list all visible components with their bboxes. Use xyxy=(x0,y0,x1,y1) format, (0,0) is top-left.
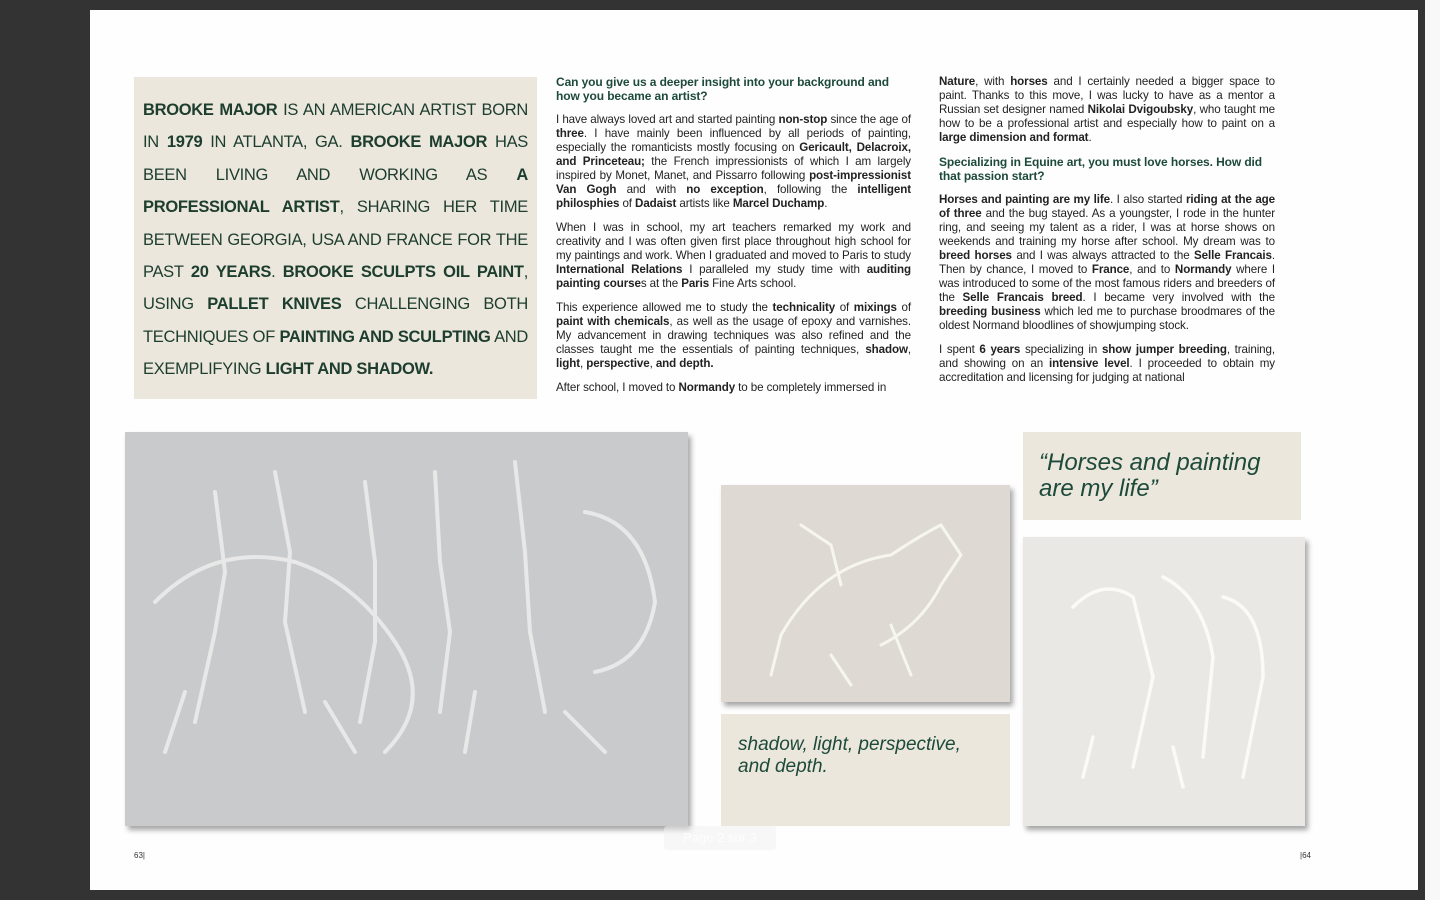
text-run: I have always loved art and started painting xyxy=(556,113,779,126)
article-paragraph xyxy=(939,343,1275,385)
bold-text-run: riding at the age of three xyxy=(939,193,1276,220)
bold-text-run: auditing painting course xyxy=(556,263,911,290)
article-column-1 xyxy=(556,75,911,405)
bold-text-run: no exception xyxy=(686,183,764,196)
text-run: the French impressionists of which I am largely inspired by Monet, Manet, and Pissarro following xyxy=(556,155,911,182)
painting-polo-rider xyxy=(721,485,1010,702)
bold-text-run: breed horses xyxy=(939,249,1012,262)
question-heading: Specializing in Equine art, you must love horses. How did that passion start? xyxy=(939,155,1263,183)
bold-text-run: PAINTING AND SCULPTING xyxy=(279,327,491,346)
text-run: . I have mainly been influenced by all periods of painting, especially the romanticists mostly focusing on xyxy=(556,127,911,154)
intro-box xyxy=(134,77,537,399)
bold-text-run: 6 years xyxy=(979,343,1021,356)
bold-text-run: A PROFESSIONAL ARTIST xyxy=(143,165,528,217)
text-run: , following the xyxy=(763,183,858,196)
bold-text-run: Horses and painting are my life xyxy=(939,193,1110,206)
text-run: . Then by chance, I moved to xyxy=(939,249,1275,276)
article-paragraph xyxy=(556,113,911,211)
bold-text-run: intensive level xyxy=(1048,357,1130,370)
text-run: . I became very involved with the xyxy=(1082,291,1275,304)
text-run: HAS BEEN LIVING AND WORKING AS xyxy=(143,133,529,184)
article-paragraph xyxy=(939,75,1275,145)
bold-text-run: Normandy xyxy=(1174,263,1232,276)
text-run: IN ATLANTA, GA. xyxy=(202,133,351,152)
text-run: , who taught me how to be a professional artist and especially how to paint on a xyxy=(939,103,1275,130)
text-run: of xyxy=(835,301,854,314)
bold-text-run: post-impressionist Van Gogh xyxy=(556,169,911,196)
text-run: and the bug stayed. As a youngster, I rode in the hunter ring, and seeing my talent as a rider, I was at horse shows on weekends and training my horse after school. My dream was to xyxy=(939,207,1275,248)
bold-text-run: large dimension and format xyxy=(939,131,1089,144)
text-run: Fine Arts school. xyxy=(709,277,797,290)
text-run: which led me to purchase broodmares of the oldest Normand bloodlines of showjumping stock. xyxy=(939,305,1275,332)
bold-text-run: BROOKE MAJOR xyxy=(350,133,488,152)
bold-text-run: technicality xyxy=(772,301,836,314)
bold-text-run: 1979 xyxy=(166,133,203,152)
text-run: CHALLENGING BOTH TECHNIQUES OF xyxy=(143,295,528,346)
text-run: I paralleled my study time with xyxy=(682,263,867,276)
text-run: , USING xyxy=(143,263,528,314)
question-heading: Can you give us a deeper insight into your background and how you became an artist? xyxy=(556,75,890,103)
text-run: specializing in xyxy=(1020,343,1102,356)
text-run: , as well as the usage of epoxy and varnishes. My advancement in drawing techniques was also refined and the classes taught me the essentials of painting techniques, xyxy=(556,315,912,356)
text-run: AND EXEMPLIFYING xyxy=(143,327,529,379)
text-run: IS AN AMERICAN ARTIST BORN IN xyxy=(143,101,528,152)
bold-text-run: 20 YEARS xyxy=(190,263,272,282)
bold-text-run: horses xyxy=(1010,75,1048,88)
bold-text-run: LIGHT AND SHADOW. xyxy=(265,360,434,379)
bold-text-run: Selle Francais breed xyxy=(962,291,1083,304)
text-run: and I certainly needed a bigger space to paint. Thanks to this move, I was lucky to have as a mentor a Russian set designer named xyxy=(939,75,1275,116)
text-run: and with xyxy=(616,183,687,196)
text-run: This experience allowed me to study the xyxy=(556,301,773,314)
bold-text-run: shadow xyxy=(865,343,908,356)
page-number-right: |64 xyxy=(1300,851,1311,860)
pull-quote-horses: “Horses and painting are my life” xyxy=(1023,432,1301,520)
text-run: . I also started xyxy=(1109,193,1186,206)
article-column-2 xyxy=(939,75,1275,395)
bold-text-run: Nature xyxy=(939,75,976,88)
text-run: I spent xyxy=(939,343,980,356)
text-run: artists like xyxy=(676,197,733,210)
text-run: of xyxy=(896,301,911,314)
text-run: . I proceeded to obtain my accreditation and licensing for judging at national xyxy=(939,357,1276,384)
bold-text-run: Dadaist xyxy=(635,197,677,210)
article-paragraph xyxy=(939,193,1275,333)
bold-text-run: Normandy xyxy=(678,381,736,394)
text-run: After school, I moved to xyxy=(556,381,679,394)
bold-text-run: perspective xyxy=(586,357,650,370)
text-run: , xyxy=(907,343,911,356)
bold-text-run: France xyxy=(1091,263,1130,276)
article-paragraph xyxy=(556,221,911,291)
viewer-scrollbar[interactable] xyxy=(1425,0,1440,900)
bold-text-run: BROOKE SCULPTS OIL PAINT xyxy=(282,263,524,282)
painting-three-horses xyxy=(1023,537,1305,826)
bold-text-run: BROOKE MAJOR xyxy=(143,101,278,119)
text-run: , xyxy=(649,357,656,370)
bold-text-run: Nikolai Dvigoubsky xyxy=(1087,103,1194,116)
text-run: s at the xyxy=(640,277,682,290)
bold-text-run: intelligent philosphies xyxy=(556,183,912,210)
bold-text-run: mixings xyxy=(853,301,897,314)
article-paragraph xyxy=(556,381,911,395)
bold-text-run: breeding business xyxy=(939,305,1041,318)
bold-text-run: paint with chemicals xyxy=(556,315,670,328)
page-indicator: Page 2 sur 3 xyxy=(664,826,776,850)
text-run: When I was in school, my art teachers remarked my work and creativity and I was often given first place throughout high school for my paintings and work. When I graduated and moved to Paris to study xyxy=(556,221,911,262)
article-paragraph xyxy=(556,301,911,371)
text-run: . xyxy=(824,197,828,210)
text-run: , and to xyxy=(1129,263,1175,276)
text-run: and I was always attracted to the xyxy=(1011,249,1194,262)
text-run: , with xyxy=(975,75,1011,88)
page-number-left: 63| xyxy=(134,851,145,860)
text-run: since the age of xyxy=(827,113,911,126)
bold-text-run: light xyxy=(556,357,580,370)
text-run: , training, and showing on an xyxy=(939,343,1275,370)
text-run: where I was introduced to some of the most famous riders and breeders of the xyxy=(939,263,1275,304)
pull-quote-shadow: shadow, light, perspective, and depth. xyxy=(721,714,1010,826)
bold-text-run: three xyxy=(556,127,584,140)
bold-text-run: International Relations xyxy=(556,263,683,276)
painting-six-riders xyxy=(125,432,688,826)
bold-text-run: Selle Francais xyxy=(1193,249,1272,262)
bold-text-run: Gericault, Delacroix, and Princeteau; xyxy=(556,141,912,168)
bold-text-run: show jumper breeding xyxy=(1101,343,1227,356)
text-run: of xyxy=(619,197,636,210)
text-run: . xyxy=(1088,131,1092,144)
bold-text-run: non-stop xyxy=(778,113,828,126)
text-run: . xyxy=(271,263,283,282)
bold-text-run: PALLET KNIVES xyxy=(207,295,342,314)
bold-text-run: and depth. xyxy=(655,357,714,370)
bold-text-run: Paris xyxy=(681,277,710,290)
text-run: , SHARING HER TIME BETWEEN GEORGIA, USA AND FRANCE FOR THE PAST xyxy=(143,198,528,282)
text-run: , xyxy=(579,357,587,370)
text-run: to be completely immersed in xyxy=(735,381,887,394)
bold-text-run: Marcel Duchamp xyxy=(732,197,825,210)
